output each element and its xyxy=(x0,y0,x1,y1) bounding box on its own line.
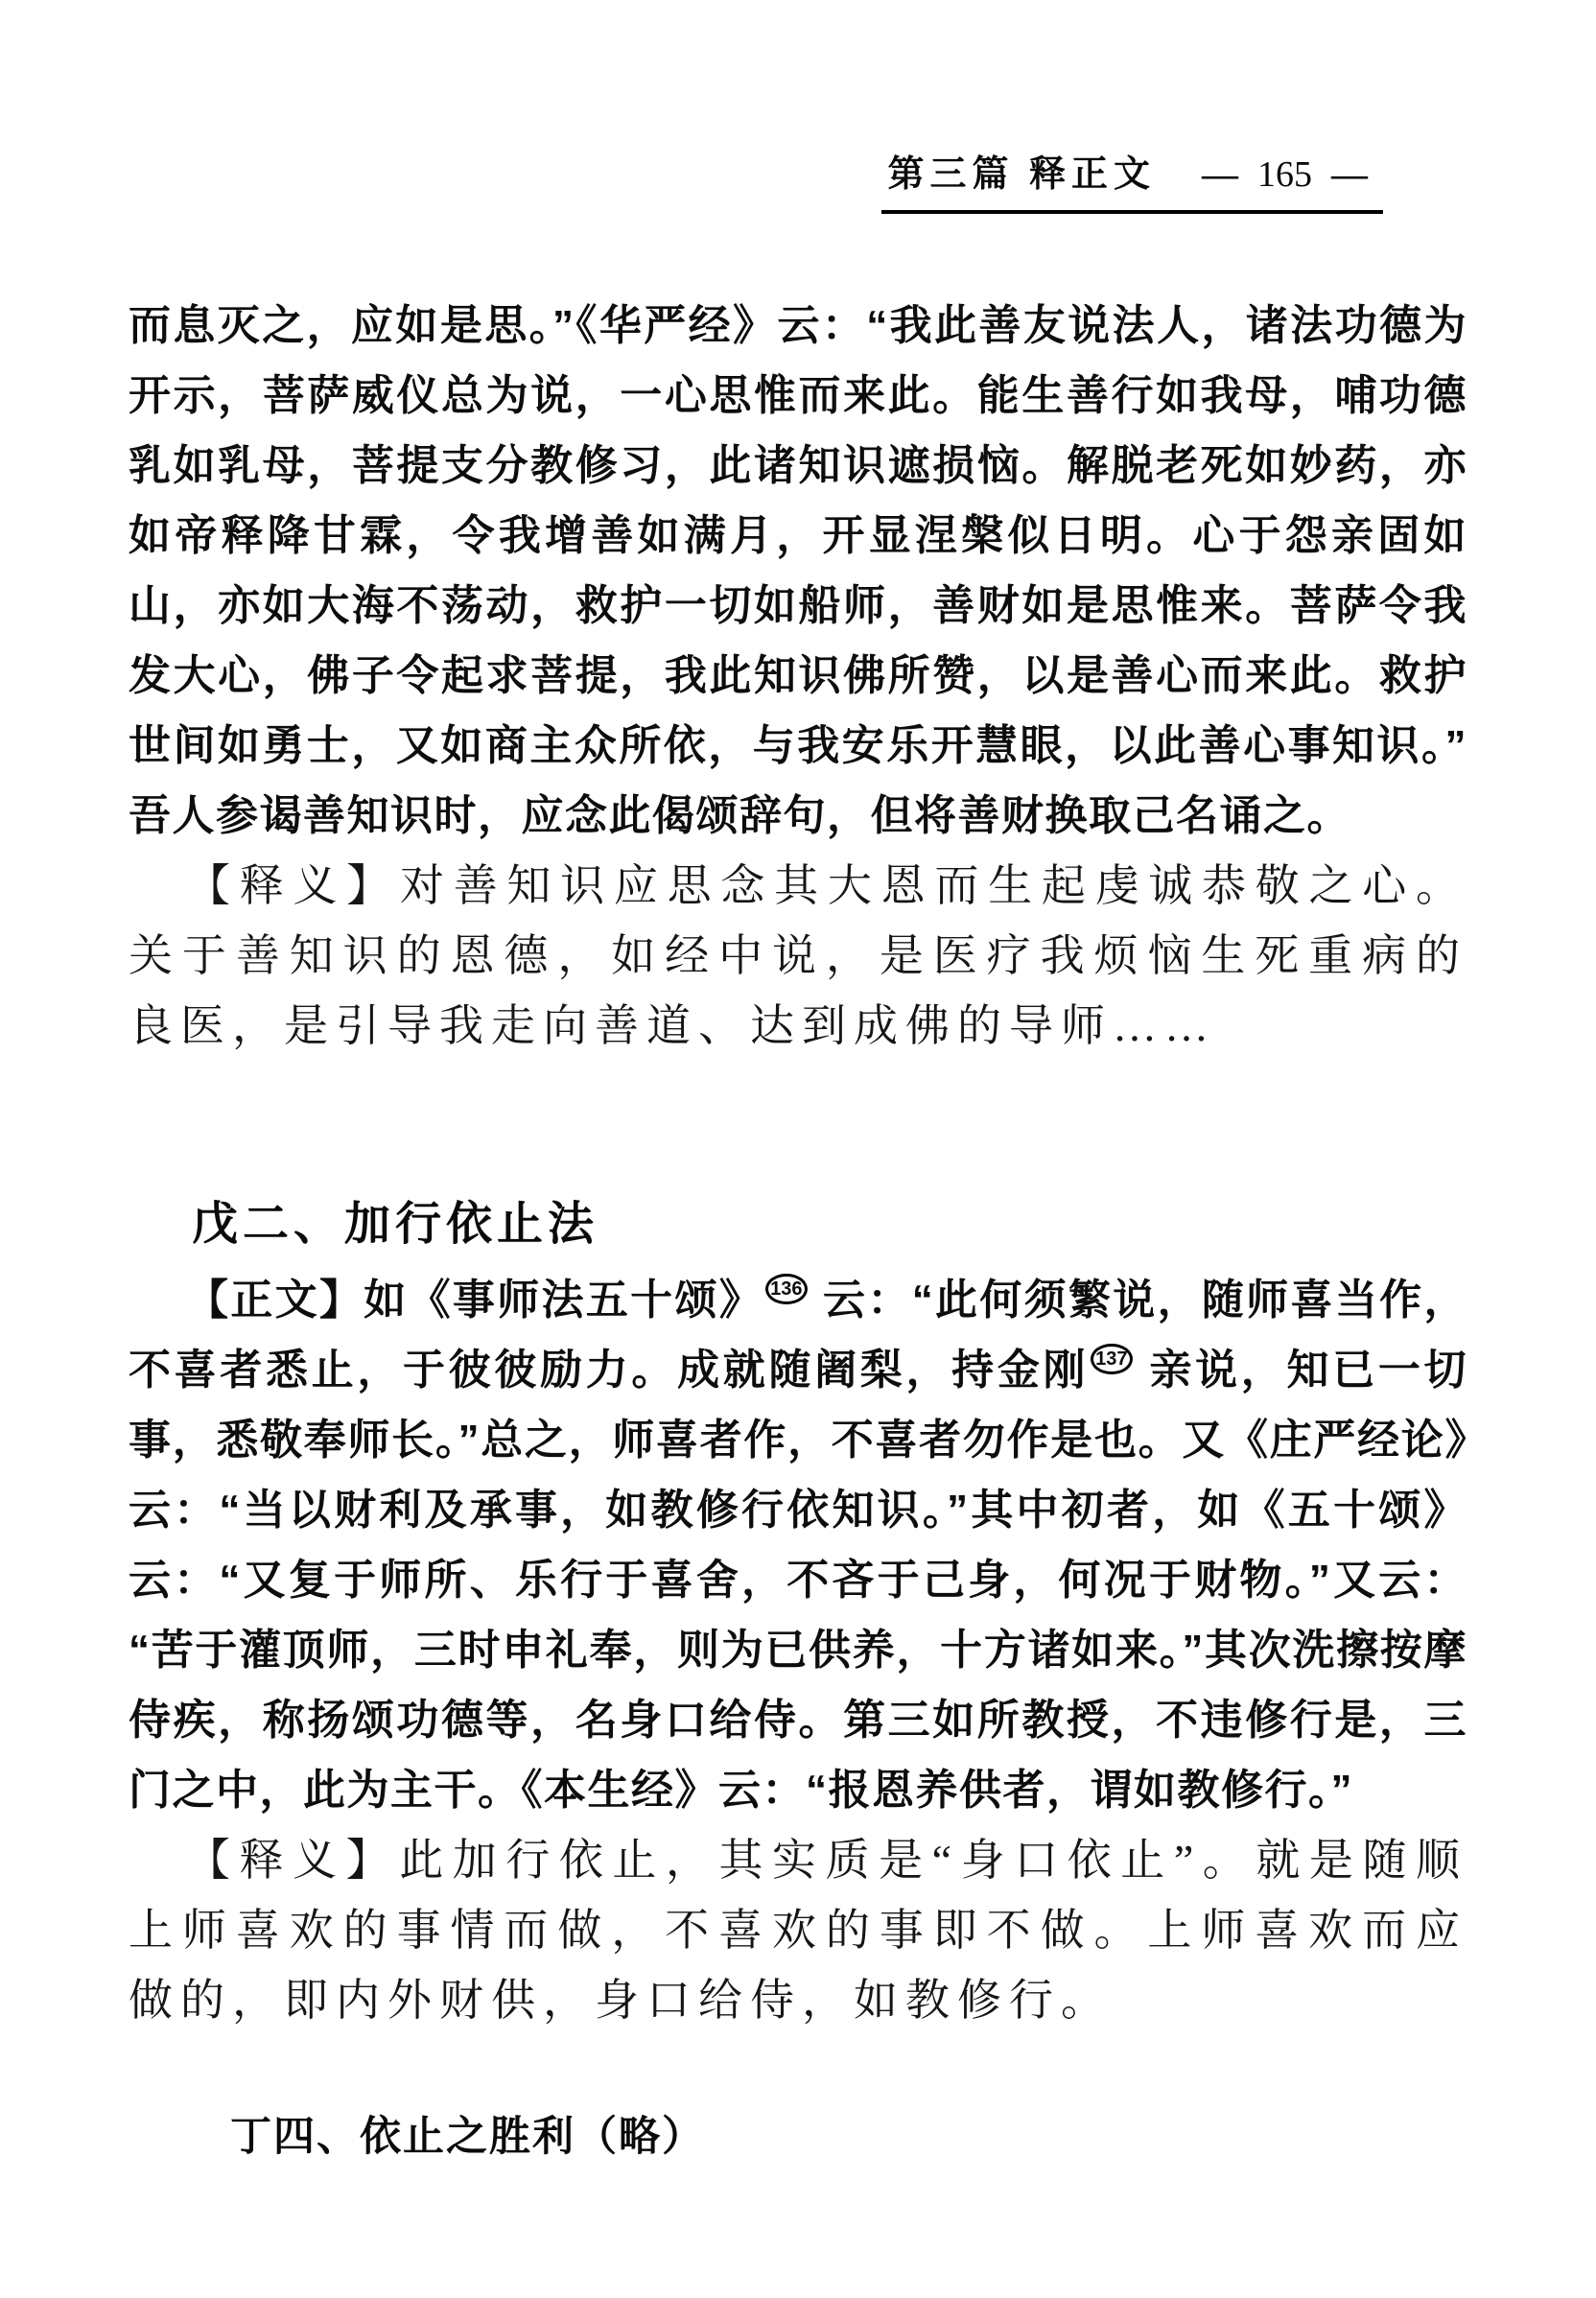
zhengwen-segment-3: 亲说，知已一切事，悉敬奉师长。”总之，师喜者作，不喜者勿作是也。又《庄严经论》云：“当以财利及承事，如教修行依知识。”其中初者，如《五十颂》云：“又复于师所、乐行于喜舍，不吝于己身，何况于财物。”又云：“苦于灌顶师，三时申礼奉，则为已供养，十方诸如来。”其次洗擦按摩侍疾，称扬颂功德等，名身口给侍。第三如所教授，不违修行是，三门之中，此为主干。《本生经》云：“报恩养供者，谓如教修行。” xyxy=(129,1347,1467,1814)
running-head-title: 第三篇 释正文 xyxy=(887,154,1156,195)
paragraph-shiyi-2: 【释义】此加行依止，其实质是“身口依止”。就是随顺上师喜欢的事情而做，不喜欢的事即不做。上师喜欢而应做的，即内外财供，身口给侍，如教修行。 xyxy=(129,1836,1467,2025)
paragraph-zhengwen xyxy=(129,1265,1467,1825)
section-heading-wu-er: 戊二、加行依止法 xyxy=(192,1199,599,1250)
dash-right: — xyxy=(1331,154,1368,195)
footnote-marker-137: 137 xyxy=(1091,1344,1132,1374)
section-heading-ding-si: 丁四、依止之胜利（略） xyxy=(230,2114,705,2160)
paragraph-shiyi-1: 【释义】对善知识应思念其大恩而生起虔诚恭敬之心。关于善知识的恩德，如经中说，是医疗我烦恼生死重病的良医，是引导我走向善道、达到成佛的导师…… xyxy=(129,861,1467,1050)
paragraph-huayanjing-quote: 而息灭之，应如是思。”《华严经》云：“我此善友说法人，诸法功德为开示，菩萨威仪总为说，一心思惟而来此。能生善行如我母，哺功德乳如乳母，菩提支分教修习，此诸知识遮损恼。解脱老死如妙药，亦如帝释降甘霖，令我增善如满月，开显涅槃似日明。心于怨亲固如山，亦如大海不荡动，救护一切如船师，善财如是思惟来。菩萨令我发大心，佛子令起求菩提，我此知识佛所赞，以是善心而来此。救护世间如勇士，又如商主众所依，与我安乐开慧眼，以此善心事知识。”吾人参谒善知识时，应念此偈颂辞句，但将善财换取己名诵之。 xyxy=(129,302,1467,839)
zhengwen-segment-2: 云：“此何须繁说，随师喜当作，不喜者悉止，于彼彼励力。成就随阇梨，持金刚 xyxy=(129,1277,1468,1394)
dash-left: — xyxy=(1202,154,1238,195)
footnote-marker-136: 136 xyxy=(765,1274,807,1304)
running-head xyxy=(881,144,1383,214)
zhengwen-segment-1: 【正文】如《事师法五十颂》 xyxy=(186,1277,764,1324)
page-header xyxy=(129,144,1383,214)
page-number: 165 xyxy=(1257,154,1312,195)
running-head-page xyxy=(1192,154,1377,195)
